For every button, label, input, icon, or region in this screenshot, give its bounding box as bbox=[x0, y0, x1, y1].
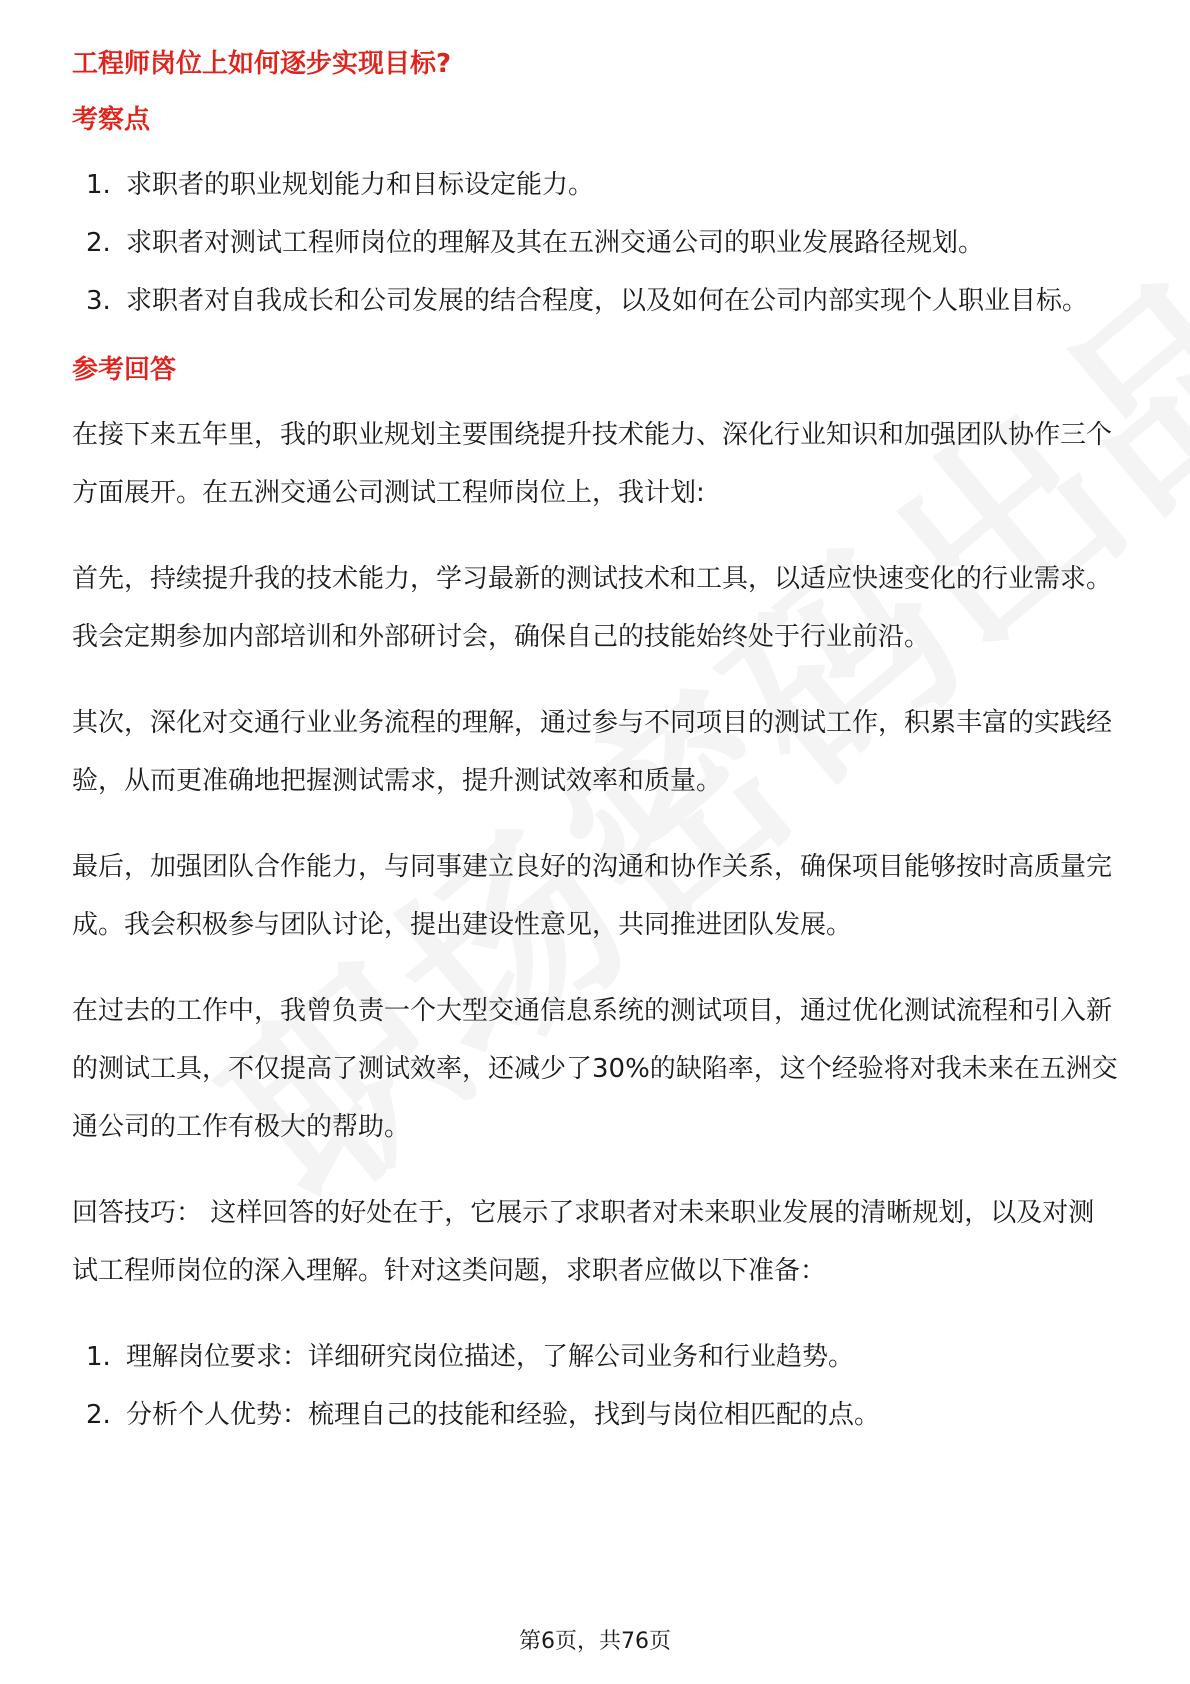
list-item-text: 分析个人优势：梳理自己的技能和经验，找到与岗位相匹配的点。 bbox=[126, 1400, 881, 1430]
answer-paragraph: 在接下来五年里，我的职业规划主要围绕提升技术能力、深化行业知识和加强团队协作三个方面展开。在五洲交通公司测试工程师岗位上，我计划: bbox=[72, 420, 1113, 508]
list-item bbox=[72, 272, 1118, 330]
answer-paragraph: 在过去的工作中，我曾负责一个大型交通信息系统的测试项目，通过优化测试流程和引入新的测试工具，不仅提高了测试效率，还减少了30%的缺陷率，这个经验将对我未来在五洲交通公司的工作有极大的帮助。 bbox=[72, 996, 1118, 1142]
list-item bbox=[72, 1386, 1118, 1444]
section-heading-kaochadian: 考察点 bbox=[72, 105, 151, 135]
section-heading-answer: 参考回答 bbox=[72, 355, 177, 385]
list-item-text: 求职者对自我成长和公司发展的结合程度，以及如何在公司内部实现个人职业目标。 bbox=[126, 286, 1089, 316]
answer-tips-paragraph: 回答技巧： 这样回答的好处在于，它展示了求职者对未来职业发展的清晰规划，以及对测试工程师岗位的深入理解。针对这类问题，求职者应做以下准备： bbox=[72, 1198, 1095, 1286]
document-page bbox=[72, 44, 1118, 1464]
list-item bbox=[72, 1328, 1118, 1386]
list-item-text: 求职者对测试工程师岗位的理解及其在五洲交通公司的职业发展路径规划。 bbox=[126, 228, 985, 258]
list-number: 2. bbox=[86, 228, 111, 258]
answer-paragraph: 其次，深化对交通行业业务流程的理解，通过参与不同项目的测试工作，积累丰富的实践经验，从而更准确地把握测试需求，提升测试效率和质量。 bbox=[72, 708, 1113, 796]
list-item bbox=[72, 156, 1118, 214]
list-number: 3. bbox=[86, 286, 111, 316]
answer-paragraph: 首先，持续提升我的技术能力，学习最新的测试技术和工具，以适应快速变化的行业需求。我会定期参加内部培训和外部研讨会，确保自己的技能始终处于行业前沿。 bbox=[72, 564, 1113, 652]
list-item bbox=[72, 214, 1118, 272]
kaochadian-list bbox=[72, 156, 1118, 330]
question-title: 工程师岗位上如何逐步实现目标? bbox=[72, 49, 452, 79]
list-number: 1. bbox=[86, 170, 111, 200]
page-footer: 第6页，共76页 bbox=[519, 1629, 671, 1654]
list-item-text: 理解岗位要求：详细研究岗位描述，了解公司业务和行业趋势。 bbox=[126, 1342, 855, 1372]
tips-list bbox=[72, 1328, 1118, 1444]
list-number: 1. bbox=[86, 1342, 111, 1372]
answer-paragraph: 最后，加强团队合作能力，与同事建立良好的沟通和协作关系，确保项目能够按时高质量完成。我会积极参与团队讨论，提出建设性意见，共同推进团队发展。 bbox=[72, 852, 1113, 940]
list-item-text: 求职者的职业规划能力和目标设定能力。 bbox=[126, 170, 595, 200]
list-number: 2. bbox=[86, 1400, 111, 1430]
